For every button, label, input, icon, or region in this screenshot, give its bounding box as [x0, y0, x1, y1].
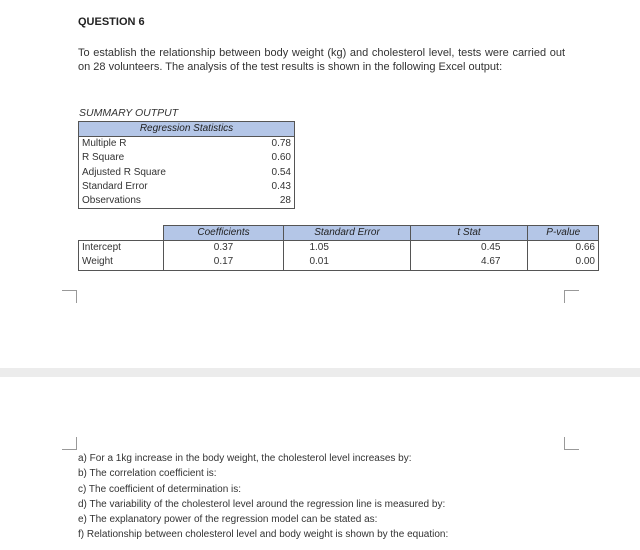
table-row [79, 166, 295, 180]
stat-label: Adjusted R Square [79, 166, 247, 180]
margin-corner-mark [62, 437, 77, 450]
table-row [79, 241, 599, 256]
stat-value: 0.54 [246, 166, 294, 180]
stat-label: R Square [79, 151, 247, 165]
t-stat-value: 4.67 [410, 255, 528, 270]
question-title: QUESTION 6 [78, 16, 145, 28]
p-value-header: P-value [528, 226, 599, 241]
regression-statistics-header: Regression Statistics [79, 122, 295, 137]
margin-corner-mark [564, 290, 579, 303]
sub-question-list [78, 451, 448, 543]
t-stat-value: 0.45 [410, 241, 528, 256]
blank-header-cell [79, 226, 164, 241]
coefficient-value: 0.37 [163, 241, 284, 256]
stat-value: 0.60 [246, 151, 294, 165]
std-error-value: 0.01 [284, 255, 410, 270]
t-stat-header: t Stat [410, 226, 528, 241]
stat-value: 28 [246, 194, 294, 209]
coef-row-label: Intercept [79, 241, 164, 256]
stat-value: 0.78 [246, 137, 294, 152]
stat-label: Observations [79, 194, 247, 209]
coefficients-table [78, 225, 599, 271]
summary-output-title: SUMMARY OUTPUT [79, 107, 179, 119]
margin-corner-mark [62, 290, 77, 303]
sub-question-b: b) The correlation coefficient is: [78, 468, 217, 480]
stat-label: Multiple R [79, 137, 247, 152]
coefficients-header: Coefficients [163, 226, 284, 241]
regression-statistics-header-row [79, 122, 295, 137]
table-row [79, 255, 599, 270]
table-row [79, 137, 295, 152]
sub-question-e: e) The explanatory power of the regression model can be stated as: [78, 514, 378, 526]
coefficient-value: 0.17 [163, 255, 284, 270]
coefficients-header-row [79, 226, 599, 241]
p-value-value: 0.66 [528, 241, 599, 256]
regression-statistics-table [78, 121, 295, 209]
std-error-value: 1.05 [284, 241, 410, 256]
table-row [79, 180, 295, 194]
coef-row-label: Weight [79, 255, 164, 270]
sub-question-d: d) The variability of the cholesterol level around the regression line is measured by: [78, 498, 446, 510]
stat-label: Standard Error [79, 180, 247, 194]
sub-question-f: f) Relationship between cholesterol level and body weight is shown by the equation: [78, 529, 449, 541]
sub-question-c: c) The coefficient of determination is: [78, 483, 242, 495]
stat-value: 0.43 [246, 180, 294, 194]
page-break [0, 368, 640, 377]
question-intro: To establish the relationship between body weight (kg) and cholesterol level, tests were carried out on 28 volunteers. The analysis of the test results is shown in the following Excel output: [78, 47, 565, 73]
margin-corner-mark [564, 437, 579, 450]
table-row [79, 194, 295, 209]
standard-error-header: Standard Error [284, 226, 410, 241]
table-row [79, 151, 295, 165]
p-value-value: 0.00 [528, 255, 599, 270]
sub-question-a: a) For a 1kg increase in the body weight, the cholesterol level increases by: [78, 453, 412, 464]
